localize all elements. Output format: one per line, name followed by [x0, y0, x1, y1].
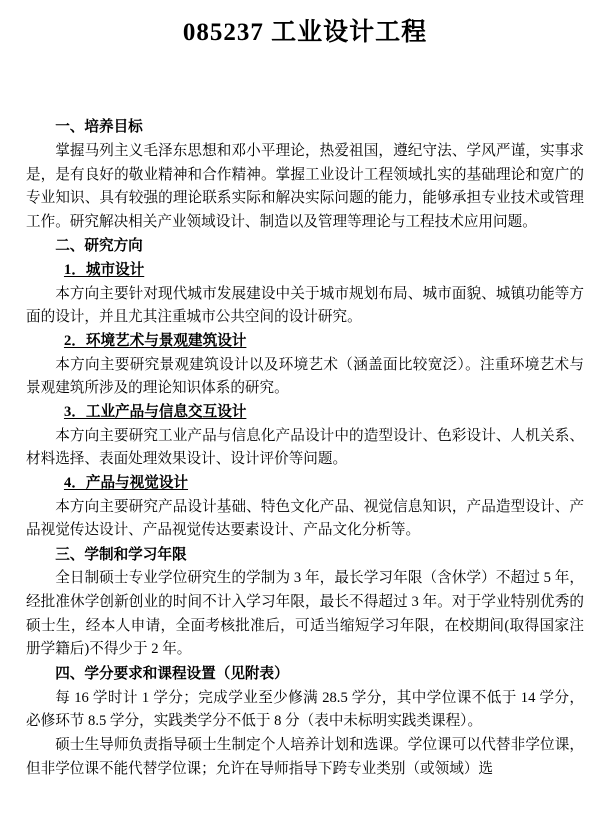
- section-heading: 四、学分要求和课程设置（见附表）: [55, 665, 289, 682]
- subsection-heading: 2．环境艺术与景观建筑设计: [63, 333, 247, 350]
- section-paragraph: 全日制硕士专业学位研究生的学制为 3 年，最长学习年限（含休学）不超过 5 年，经批准休学创新创业的时间不计入学习年限，最长不得超过 3 年。对于学业特别优秀的硕士生，经本人申请，全面考核批准后，可适当缩短学习年限，在校期间(取得国家注册学籍后)不得少于 2 年。: [26, 570, 584, 658]
- subsection-paragraph: 本方向主要研究景观建筑设计以及环境艺术（涵盖面比较宽泛）。注重环境艺术与景观建筑所涉及的理论知识体系的研究。: [26, 356, 584, 397]
- section-paragraph: 掌握马列主义毛泽东思想和邓小平理论，热爱祖国，遵纪守法、学风严谨，实事求是，是有良好的敬业精神和合作精神。掌握工业设计工程领域扎实的基础理论和宽广的专业知识、具有较强的理论联系实际和解决实际问题的能力，能够承担专业技术或管理工作。研究解决相关产业领域设计、制造以及管理等理论与工程技术应用问题。: [26, 142, 584, 230]
- document-body: [26, 116, 584, 781]
- section-heading: 二、研究方向: [55, 238, 143, 255]
- section-paragraph: 硕士生导师负责指导硕士生制定个人培养计划和选课。学位课可以代替非学位课，但非学位课不能代替学位课；允许在导师指导下跨专业类别（或领域）选: [26, 736, 584, 777]
- subsection-heading: 3．工业产品与信息交互设计: [63, 403, 247, 420]
- subsection-paragraph: 本方向主要针对现代城市发展建设中关于城市规划布局、城市面貌、城镇功能等方面的设计，并且尤其注重城市公共空间的设计研究。: [26, 285, 584, 326]
- section-paragraph: 每 16 学时计 1 学分；完成学业至少修满 28.5 学分，其中学位课不低于 14 学分，必修环节 8.5 学分，实践类学分不低于 8 分（表中未标明实践类课程）。: [26, 689, 584, 730]
- subsection-paragraph: 本方向主要研究产品设计基础、特色文化产品、视觉信息知识，产品造型设计、产品视觉传达设计、产品视觉传达要素设计、产品文化分析等。: [26, 498, 584, 539]
- subsection-heading: 4．产品与视觉设计: [63, 474, 189, 491]
- subsection-paragraph: 本方向主要研究工业产品与信息化产品设计中的造型设计、色彩设计、人机关系、材料选择、表面处理效果设计、设计评价等问题。: [26, 427, 584, 468]
- section-heading: 三、学制和学习年限: [55, 546, 187, 563]
- subsection-heading: 1．城市设计: [63, 262, 145, 279]
- section-heading: 一、培养目标: [55, 119, 143, 136]
- page-title: 085237 工业设计工程: [182, 19, 428, 46]
